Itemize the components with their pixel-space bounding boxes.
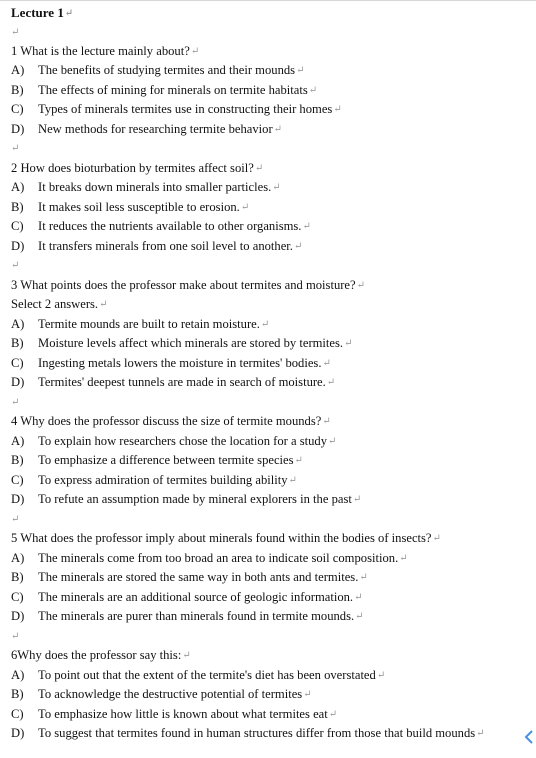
question-2-option-a: A) It breaks down minerals into smaller particles.↵ xyxy=(11,180,281,194)
blank-line: ↵ xyxy=(11,514,20,525)
question-4-prompt: 4 Why does the professor discuss the size of termite mounds?↵ xyxy=(11,414,331,428)
question-5-option-b: B) The minerals are stored the same way in both ants and termites.↵ xyxy=(11,570,368,584)
question-5-option-a: A) The minerals come from too broad an area to indicate soil composition.↵ xyxy=(11,551,408,565)
blank-line: ↵ xyxy=(11,143,20,154)
question-4-option-c: C) To express admiration of termites building ability↵ xyxy=(11,473,297,487)
question-4-option-b: B) To emphasize a difference between termite species↵ xyxy=(11,453,303,467)
question-3-option-b: B) Moisture levels affect which minerals are stored by termites.↵ xyxy=(11,336,353,350)
chevron-left-icon[interactable] xyxy=(524,730,534,744)
question-6-prompt: 6Why does the professor say this:↵ xyxy=(11,648,191,662)
question-2-option-d: D) It transfers minerals from one soil level to another.↵ xyxy=(11,239,303,253)
question-3-option-c: C) Ingesting metals lowers the moisture in termites' bodies.↵ xyxy=(11,356,331,370)
question-3-instruction: Select 2 answers.↵ xyxy=(11,297,108,311)
question-6-option-c: C) To emphasize how little is known about what termites eat↵ xyxy=(11,707,338,721)
blank-line: ↵ xyxy=(11,260,20,271)
question-3-option-d: D) Termites' deepest tunnels are made in search of moisture.↵ xyxy=(11,375,336,389)
question-1-option-a: A) The benefits of studying termites and their mounds↵ xyxy=(11,63,305,77)
question-1-prompt: 1 What is the lecture mainly about?↵ xyxy=(11,44,200,58)
question-2-option-b: B) It makes soil less susceptible to erosion.↵ xyxy=(11,200,250,214)
page-top-border xyxy=(0,0,536,1)
question-6-option-d: D) To suggest that termites found in human structures differ from those that build mounds↵ xyxy=(11,726,485,740)
document-title: Lecture 1↵ xyxy=(11,5,74,20)
question-6-option-b: B) To acknowledge the destructive potential of termites↵ xyxy=(11,687,312,701)
blank-line: ↵ xyxy=(11,397,20,408)
blank-line: ↵ xyxy=(11,27,20,38)
question-5-option-c: C) The minerals are an additional source of geologic information.↵ xyxy=(11,590,363,604)
question-3-prompt: 3 What points does the professor make about termites and moisture?↵ xyxy=(11,278,366,292)
question-4-option-a: A) To explain how researchers chose the location for a study↵ xyxy=(11,434,337,448)
question-5-option-d: D) The minerals are purer than minerals found in termite mounds.↵ xyxy=(11,609,364,623)
question-1-option-b: B) The effects of mining for minerals on termite habitats↵ xyxy=(11,83,318,97)
question-1-option-d: D) New methods for researching termite behavior↵ xyxy=(11,122,283,136)
question-6-option-a: A) To point out that the extent of the termite's diet has been overstated↵ xyxy=(11,668,386,682)
question-2-prompt: 2 How does bioturbation by termites affect soil?↵ xyxy=(11,161,264,175)
question-4-option-d: D) To refute an assumption made by mineral explorers in the past↵ xyxy=(11,492,362,506)
blank-line: ↵ xyxy=(11,631,20,642)
question-2-option-c: C) It reduces the nutrients available to other organisms.↵ xyxy=(11,219,311,233)
question-3-option-a: A) Termite mounds are built to retain moisture.↵ xyxy=(11,317,270,331)
question-5-prompt: 5 What does the professor imply about minerals found within the bodies of insects?↵ xyxy=(11,531,441,545)
question-1-option-c: C) Types of minerals termites use in constructing their homes↵ xyxy=(11,102,342,116)
